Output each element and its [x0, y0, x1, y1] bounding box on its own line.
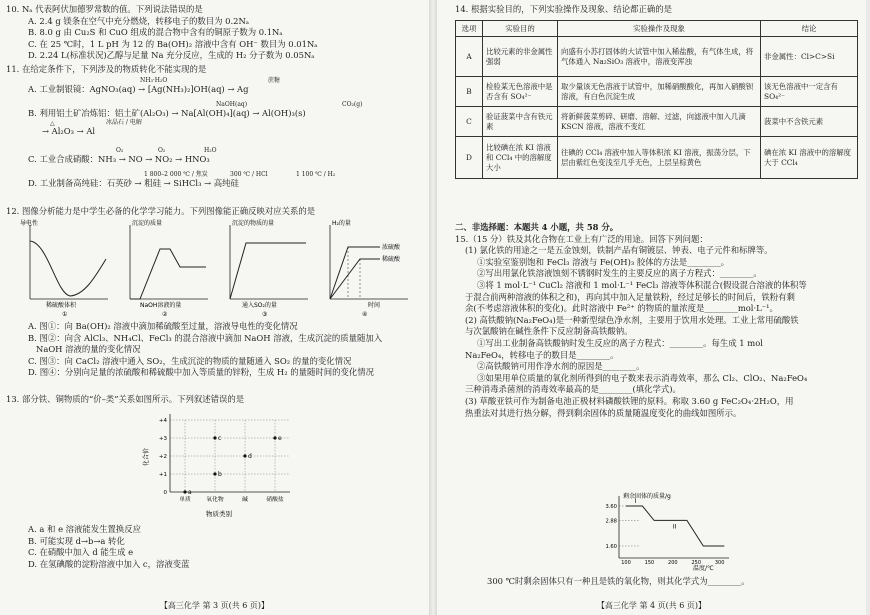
q12-g3-xlabel: 通入SO₂的量	[242, 302, 277, 309]
page-4	[437, 0, 866, 615]
q11-c-text: C. 工业合成硝酸：NH₃ → NO → NO₂ → HNO₃	[28, 154, 210, 164]
q12-option-d: D. 图④：分别向足量的浓硫酸和稀硫酸中加入等质量的锌粉，生成 H₂ 的量随时间的变化情况	[28, 367, 374, 378]
q14-row-a-op: 向盛有小苏打固体的大试管中加入稀盐酸，有气体生成，将气体通入 Na₂SiO₃ 溶液中，溶液变浑浊	[558, 37, 761, 77]
q12-option-a: A. 图①：向 Ba(OH)₂ 溶液中滴加稀硫酸至过量，溶液导电性的变化情况	[28, 321, 298, 331]
q14-row-a-concl: 非金属性：Cl>C>Si	[761, 37, 858, 77]
question-14	[455, 4, 862, 16]
q12-g2-xlabel: NaOH溶液的量	[140, 302, 182, 309]
q11-option-d	[6, 171, 425, 190]
q13-option-c: C. 在硝酸中加入 d 能生成 e	[28, 547, 134, 558]
q11-d-cond2: 300 ℃ / HCl	[230, 171, 268, 178]
q15-mass-temperature-chart	[597, 490, 737, 572]
q14-row-c-opt: C	[456, 107, 483, 137]
q12-option-c: C. 图③：向 CaCl₂ 溶液中通入 SO₂，生成沉淀的物质的量随通入 SO₂ 的量的变化情况	[28, 355, 352, 366]
question-13	[6, 394, 425, 406]
q12-g1-num: ①	[62, 311, 68, 318]
q12-g3-num: ③	[262, 311, 268, 318]
q15-p2-2: ②高铁酸钠可用作净水剂的原因是________。	[477, 361, 645, 372]
q11-a-text: A. 工业制银镜：AgNO₃(aq) → [Ag(NH₃)₂]OH(aq) → Ag	[28, 84, 249, 94]
q14-table	[455, 20, 858, 179]
point-label-c: c	[218, 435, 222, 442]
q10-option-a: A. 2.4 g 镁条在空气中充分燃烧，转移电子的数目为 0.2Nₐ	[28, 15, 250, 26]
q12-g2-num: ②	[162, 311, 168, 318]
q11-option-b	[6, 101, 425, 140]
table-row	[456, 77, 858, 107]
q13-xlabel: 物质类别	[206, 510, 232, 518]
q12-graph-1	[20, 219, 108, 318]
point-label-d: d	[248, 453, 252, 460]
q11-option-a	[6, 77, 425, 96]
q12-stem: 12. 图像分析能力是中学生必备的化学学习能力。下列图像能正确反映对应关系的是	[6, 206, 316, 216]
q15-p1: (1) 氯化铁的用途之一是五金蚀刻，铁制产品有铜镀层、钟表、电子元件和标牌等。	[465, 245, 773, 256]
q15-p1-3b: 于混合前两种溶液的体积之和)，再向其中加入足量铁粉，经过足够长的时间后，铁粉有剩	[465, 291, 795, 302]
x-tick-label: 氧化物	[206, 497, 224, 503]
q11-c-cond2: O₂	[158, 147, 166, 154]
segment-label-1: I	[634, 498, 637, 505]
q14-row-b-op: 取少量该无色溶液于试管中，加稀硝酸酸化，再加入硝酸钡溶液，有白色沉淀生成	[558, 77, 761, 107]
q14-row-b-goal: 检验某无色溶液中是否含有 SO₄²⁻	[483, 77, 558, 107]
q13-option-b: B. 可能实现 d→b→a 转化	[28, 535, 125, 546]
page-3	[0, 0, 429, 615]
question-11	[6, 64, 425, 76]
x-tick-label: 300	[714, 560, 725, 566]
section-2-heading: 二、非选择题：本题共 4 小题，共 58 分。	[455, 222, 619, 232]
q12-g1-ylabel: 导电性	[20, 220, 39, 227]
question-15	[455, 222, 862, 419]
point-c	[213, 436, 216, 439]
q14-row-a-goal: 比较元素的非金属性强弱	[483, 37, 558, 77]
q11-b-text2: → Al₂O₃ → Al	[42, 125, 96, 136]
y-tick-label: +3	[158, 436, 167, 442]
y-tick-label: 3.60	[605, 504, 617, 510]
point-a	[183, 490, 186, 493]
q15-p3a: (3) 草酸亚铁可作为制备电池正极材料磷酸铁锂的原料。称取 3.60 g FeC₂O₄·2H₂O，用	[465, 395, 794, 406]
q11-b-cond1: NaOH(aq)	[216, 101, 248, 108]
q15-p2-1a: ①写出工业制备高铁酸钠时发生反应的离子方程式：________。每生成 1 mol	[477, 337, 763, 348]
q14-row-b-concl: 该无色溶液中一定含有 SO₄²⁻	[761, 77, 858, 107]
q12-g3-ylabel: 沉淀的物质的量	[232, 220, 275, 227]
q13-ylabel: 化合价	[143, 447, 150, 466]
x-tick-label: 250	[691, 560, 702, 566]
point-label-a: a	[188, 489, 192, 496]
q11-d-text: D. 工业制备高纯硅：石英砂 → 粗硅 → SiHCl₃ → 高纯硅	[28, 178, 239, 188]
q10-option-c: C. 在 25 ℃时，1 L pH 为 12 的 Ba(OH)₂ 溶液中含有 OH⁻ 数目为 0.01Nₐ	[28, 38, 318, 49]
point-e	[273, 436, 276, 439]
q15-p2b: 与次氯酸钠在碱性条件下反应制备高铁酸钠。	[465, 326, 633, 337]
point-b	[213, 472, 216, 475]
q12-g1-xlabel: 稀硫酸体积	[46, 302, 77, 309]
q11-stem: 11. 在给定条件下，下列涉及的物质转化不能实现的是	[6, 64, 207, 74]
q15-p2-1b: Na₂FeO₄，转移电子的数目是________。	[465, 349, 619, 360]
q15-last: 300 ℃时剩余固体只有一种且是铁的氧化物，则其化学式为________。	[487, 576, 750, 586]
y-tick-label: 2.88	[605, 518, 617, 525]
y-tick-label: 0	[163, 490, 167, 496]
q12-options	[6, 321, 425, 379]
q13-option-d: D. 在氢碘酸的淀粉溶液中加入 c，溶液变蓝	[28, 558, 190, 569]
x-tick-label: 100	[621, 560, 631, 566]
q12-g4-num: ④	[362, 311, 368, 318]
tga-xlabel: 温度/℃	[693, 565, 714, 572]
q11-c-cond3: H₂O	[204, 147, 217, 154]
q15-last-line	[487, 576, 862, 588]
q14-row-a-opt: A	[456, 37, 483, 77]
q14-row-d-goal: 比较碘在浓 KI 溶液和 CCl₄ 中的溶解度大小	[483, 137, 558, 179]
point-d	[243, 454, 246, 457]
q12-graphs	[18, 219, 418, 319]
q12-graph-4	[330, 219, 408, 318]
q11-option-c	[6, 147, 425, 166]
tga-ylabel: 剩余固体的质量/g	[623, 493, 671, 500]
q14-row-d-concl: 碘在浓 KI 溶液中的溶解度大于 CCl₄	[761, 137, 858, 179]
q14-row-b-opt: B	[456, 77, 483, 107]
q15-p1-3c: 余(不考虑溶液体积的变化)。此时溶液中 Fe²⁺ 的物质的量浓度是________mol·L⁻¹。	[465, 303, 778, 314]
q11-d-cond1: 1 800–2 000 ℃ / 焦炭	[144, 171, 208, 178]
q12-option-b2: NaOH 溶液的量的变化情况	[36, 344, 141, 355]
q15-p1-3a: ③将 1 mol·L⁻¹ CuCl₂ 溶液和 1 mol·L⁻¹ FeCl₃ 溶液等体积混合(假设混合溶液的体积等	[477, 279, 807, 290]
q15-p1-1: ①实验室鉴别饱和 FeCl₃ 溶液与 Fe(OH)₃ 胶体的方法是________。	[477, 256, 730, 267]
q11-a-cond1: NH₃·H₂O	[140, 77, 168, 84]
q11-b-text1: B. 利用铝土矿冶炼铝：铝土矿(Al₂O₃) → Na[Al(OH)₄](aq) → Al(OH)₃(s)	[28, 108, 306, 118]
q10-option-d: D. 2.24 L(标准状况)乙醇与足量 Na 充分反应，生成的 H₂ 分子数为 0.05Nₐ	[28, 50, 315, 61]
q10-stem: 10. Nₐ 代表阿伏加德罗常数的值。下列说法错误的是	[6, 4, 203, 14]
table-row	[456, 107, 858, 137]
x-tick-label: 硝酸盐	[266, 497, 284, 503]
q14-row-c-goal: 验证菠菜中含有铁元素	[483, 107, 558, 137]
segment-label-2: II	[672, 523, 677, 531]
page-4-footer: 【高三化学 第 4 页(共 6 页)】	[596, 601, 707, 610]
q11-b-cond3: △	[50, 119, 55, 127]
q11-c-cond1: O₂	[116, 147, 124, 154]
q12-g4-legend1: 浓硫酸	[382, 244, 401, 251]
q10-option-b: B. 8.0 g 由 Cu₂S 和 CuO 组成的混合物中含有的铜原子数为 0.1Nₐ	[28, 27, 283, 38]
q14-row-c-concl: 菠菜中不含铁元素	[761, 107, 858, 137]
q11-a-cond2: 蔗糖	[268, 77, 281, 84]
question-10	[6, 4, 425, 62]
binding-gutter	[429, 0, 437, 615]
y-tick-label: +1	[158, 472, 167, 478]
q13-option-a: A. a 和 e 溶液能发生置换反应	[28, 524, 142, 534]
q15-stem: 15.（15 分）铁及其化合物在工业上有广泛的用途。回答下列问题：	[455, 233, 708, 244]
table-row	[456, 37, 858, 77]
table-row	[456, 137, 858, 179]
y-tick-label: +2	[158, 454, 167, 460]
q14-th-goal: 实验目的	[483, 21, 558, 37]
q12-option-b1: B. 图②：向含 AlCl₃、NH₄Cl、FeCl₃ 的混合溶液中滴加 NaOH 溶液，生成沉淀的质量随加入	[28, 332, 383, 343]
point-label-e: e	[278, 435, 282, 442]
question-12	[6, 206, 425, 218]
q12-graph-3	[230, 219, 308, 318]
q11-b-cond2: CO₂(g)	[342, 101, 363, 108]
q13-options	[6, 524, 425, 570]
q12-graph-2	[130, 219, 208, 318]
q15-p1-2: ②写出用氯化铁溶液蚀刻不锈钢时发生的主要反应的离子方程式：________。	[477, 268, 762, 279]
q15-p2-3b: 三种消毒杀菌剂的消毒效率最高的是________(填化学式)。	[465, 384, 681, 395]
q11-b-cond4: 冰晶石 / 电解	[106, 118, 142, 126]
q14-row-d-op: 往碘的 CCl₄ 溶液中加入等体积浓 KI 溶液，振荡分层，下层由紫红色变浅至几乎无色，上层呈棕黄色	[558, 137, 761, 179]
y-tick-label: 1.60	[605, 544, 617, 550]
q14-th-conclusion: 结论	[761, 21, 858, 37]
y-tick-label: +4	[158, 418, 167, 424]
q13-stem: 13. 部分铁、铜物质的“价–类”关系如图所示。下列叙述错误的是	[6, 394, 245, 404]
q12-g4-xlabel: 时间	[368, 302, 381, 309]
q13-valence-chart	[140, 410, 300, 520]
q15-p3b: 热重法对其进行热分解，得到剩余固体的质量随温度变化的曲线如图所示。	[465, 407, 742, 418]
x-tick-label: 碱	[242, 497, 248, 503]
q15-p2-3a: ③如果用单位质量的氧化剂所得到的电子数来表示消毒效率，那么 Cl₂、ClO₂、Na₂FeO₄	[477, 372, 808, 383]
page-3-footer: 【高三化学 第 3 页(共 6 页)】	[159, 601, 270, 610]
x-tick-label: 150	[644, 560, 655, 566]
q15-p2a: (2) 高铁酸钠(Na₂FeO₄)是一种新型绿色净水剂，主要用于饮用水处理。工业上常用硫酸铁	[465, 314, 799, 325]
q12-g2-ylabel: 沉淀的质量	[132, 220, 163, 227]
x-tick-label: 单质	[179, 497, 191, 503]
q12-g4-ylabel: H₂的量	[332, 220, 351, 227]
q14-row-c-op: 将新鲜菠菜剪碎、研磨、溶解、过滤，向滤液中加入几滴 KSCN 溶液，溶液不变红	[558, 107, 761, 137]
q12-g4-legend2: 稀硫酸	[382, 256, 401, 263]
q14-table-header	[456, 21, 858, 37]
point-label-b: b	[218, 471, 222, 478]
q14-th-option: 选项	[456, 21, 483, 37]
q14-stem: 14. 根据实验目的，下列实验操作及现象、结论都正确的是	[455, 4, 672, 14]
q11-d-cond3: 1 100 ℃ / H₂	[296, 171, 336, 178]
x-tick-label: 200	[668, 560, 678, 566]
q14-th-op: 实验操作及现象	[558, 21, 761, 37]
q14-row-d-opt: D	[456, 137, 483, 179]
